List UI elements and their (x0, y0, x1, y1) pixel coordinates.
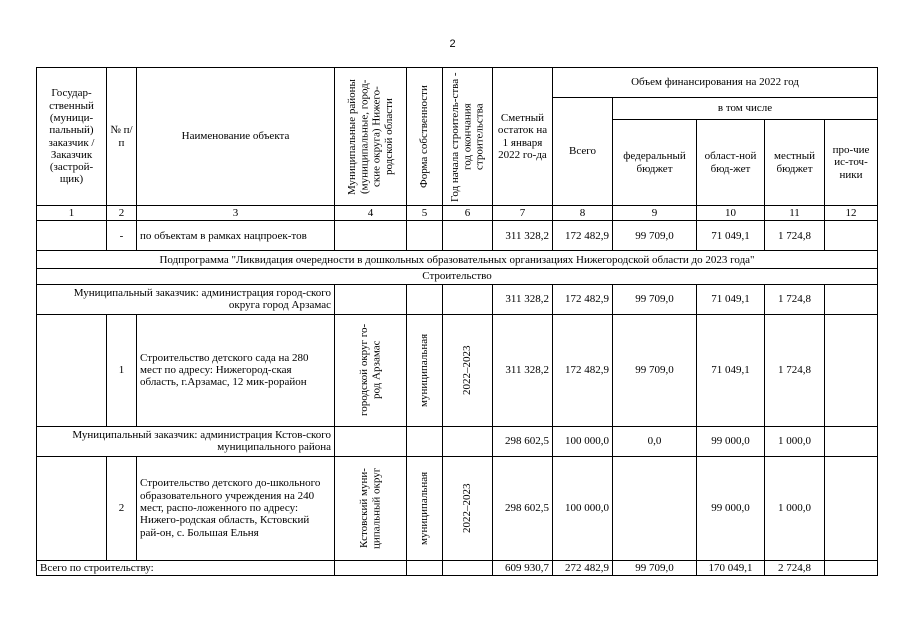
col-number: 3 (137, 206, 335, 221)
object-ownership-cell (407, 314, 443, 426)
header-object-name: Наименование объекта (137, 68, 335, 206)
col-number: 1 (37, 206, 107, 221)
customer-total: 172 482,9 (553, 284, 613, 314)
customer-balance: 311 328,2 (493, 284, 553, 314)
col-number: 4 (335, 206, 407, 221)
object-name: Строительство детского до-школьного образовательного учреждения на 240 мест, распо-ложенного по адресу: Нижего-родская область, Кстовский рай-он, с. Большая Ельня (137, 456, 335, 560)
row-num: - (107, 221, 137, 251)
header-financing: Объем финансирования на 2022 год (553, 68, 878, 98)
customer-name: Муниципальный заказчик: администрация город-ского округа город Арзамас (37, 284, 335, 314)
col-number: 2 (107, 206, 137, 221)
col-number: 8 (553, 206, 613, 221)
col-number: 9 (613, 206, 697, 221)
object-regional: 71 049,1 (697, 314, 765, 426)
total-balance: 609 930,7 (493, 560, 553, 575)
object-municipality: Кстовский муни-ципальный округ (358, 467, 383, 549)
table-row-object-2 (37, 456, 878, 560)
object-num: 1 (107, 314, 137, 426)
customer-local: 1 000,0 (765, 426, 825, 456)
header-municipality: Муниципальные районы (муниципальные, город-ские округа) Нижего-родской области (345, 78, 395, 195)
object-years: 2022–2023 (461, 345, 474, 395)
header-ownership: Форма собственности (418, 85, 431, 188)
financing-table (36, 67, 878, 576)
column-numbers-row (37, 206, 878, 221)
header-federal: федеральный бюджет (613, 120, 697, 206)
object-balance: 298 602,5 (493, 456, 553, 560)
object-num: 2 (107, 456, 137, 560)
table-row-customer-arzamas (37, 284, 878, 314)
col-number: 11 (765, 206, 825, 221)
row-name: по объектам в рамках нацпроек-тов (137, 221, 335, 251)
header-row-1 (37, 68, 878, 98)
customer-balance: 298 602,5 (493, 426, 553, 456)
header-municipality-cell (335, 68, 407, 206)
object-ownership: муниципальная (418, 471, 431, 545)
object-years-cell (443, 456, 493, 560)
header-total: Всего (553, 98, 613, 206)
object-years: 2022–2023 (461, 483, 474, 533)
col-number: 10 (697, 206, 765, 221)
header-num: № п/п (107, 68, 137, 206)
total-total: 272 482,9 (553, 560, 613, 575)
object-municipality-cell (335, 314, 407, 426)
object-regional: 99 000,0 (697, 456, 765, 560)
customer-total: 100 000,0 (553, 426, 613, 456)
header-regional: област-ной бюд-жет (697, 120, 765, 206)
row-total: 172 482,9 (553, 221, 613, 251)
object-local: 1 724,8 (765, 314, 825, 426)
object-local: 1 000,0 (765, 456, 825, 560)
header-local: местный бюджет (765, 120, 825, 206)
object-ownership: муниципальная (418, 333, 431, 407)
header-customer: Государ-ственный (муници-пальный) заказчик / Заказчик (застрой-щик) (37, 68, 107, 206)
subprogram-title: Подпрограмма "Ликвидация очередности в дошкольных образовательных организациях Нижегородской области до 2023 года" (37, 251, 878, 269)
object-municipality: городской округ го-род Арзамас (358, 324, 383, 417)
col-number: 5 (407, 206, 443, 221)
col-number: 12 (825, 206, 878, 221)
object-name: Строительство детского сада на 280 мест по адресу: Нижегород-ская область, г.Арзамас, 12 мик-рорайон (137, 314, 335, 426)
object-balance: 311 328,2 (493, 314, 553, 426)
total-regional: 170 049,1 (697, 560, 765, 575)
table-row-total (37, 560, 878, 575)
customer-federal: 99 709,0 (613, 284, 697, 314)
object-total: 100 000,0 (553, 456, 613, 560)
subprogram-row (37, 251, 878, 269)
customer-regional: 99 000,0 (697, 426, 765, 456)
object-municipality-cell (335, 456, 407, 560)
total-label: Всего по строительству: (37, 560, 335, 575)
construction-title: Строительство (37, 269, 878, 284)
row-balance: 311 328,2 (493, 221, 553, 251)
object-years-cell (443, 314, 493, 426)
construction-row (37, 269, 878, 284)
col-number: 6 (443, 206, 493, 221)
table-row-customer-kstovo (37, 426, 878, 456)
row-federal: 99 709,0 (613, 221, 697, 251)
customer-federal: 0,0 (613, 426, 697, 456)
col-number: 7 (493, 206, 553, 221)
object-federal (613, 456, 697, 560)
header-years: Год начала строитель-ства - год окончания строительства (449, 71, 486, 202)
header-including: в том числе (613, 98, 878, 120)
header-balance: Сметный остаток на 1 января 2022 го-да (493, 68, 553, 206)
header-years-cell (443, 68, 493, 206)
header-ownership-cell (407, 68, 443, 206)
table-row-national-projects (37, 221, 878, 251)
row-local: 1 724,8 (765, 221, 825, 251)
table-row-object-1 (37, 314, 878, 426)
page-number: 2 (449, 38, 456, 50)
customer-regional: 71 049,1 (697, 284, 765, 314)
total-federal: 99 709,0 (613, 560, 697, 575)
customer-name: Муниципальный заказчик: администрация Кстов-ского муниципального района (37, 426, 335, 456)
customer-local: 1 724,8 (765, 284, 825, 314)
total-local: 2 724,8 (765, 560, 825, 575)
object-federal: 99 709,0 (613, 314, 697, 426)
object-total: 172 482,9 (553, 314, 613, 426)
header-other: про-чие ис-точ-ники (825, 120, 878, 206)
object-ownership-cell (407, 456, 443, 560)
row-regional: 71 049,1 (697, 221, 765, 251)
